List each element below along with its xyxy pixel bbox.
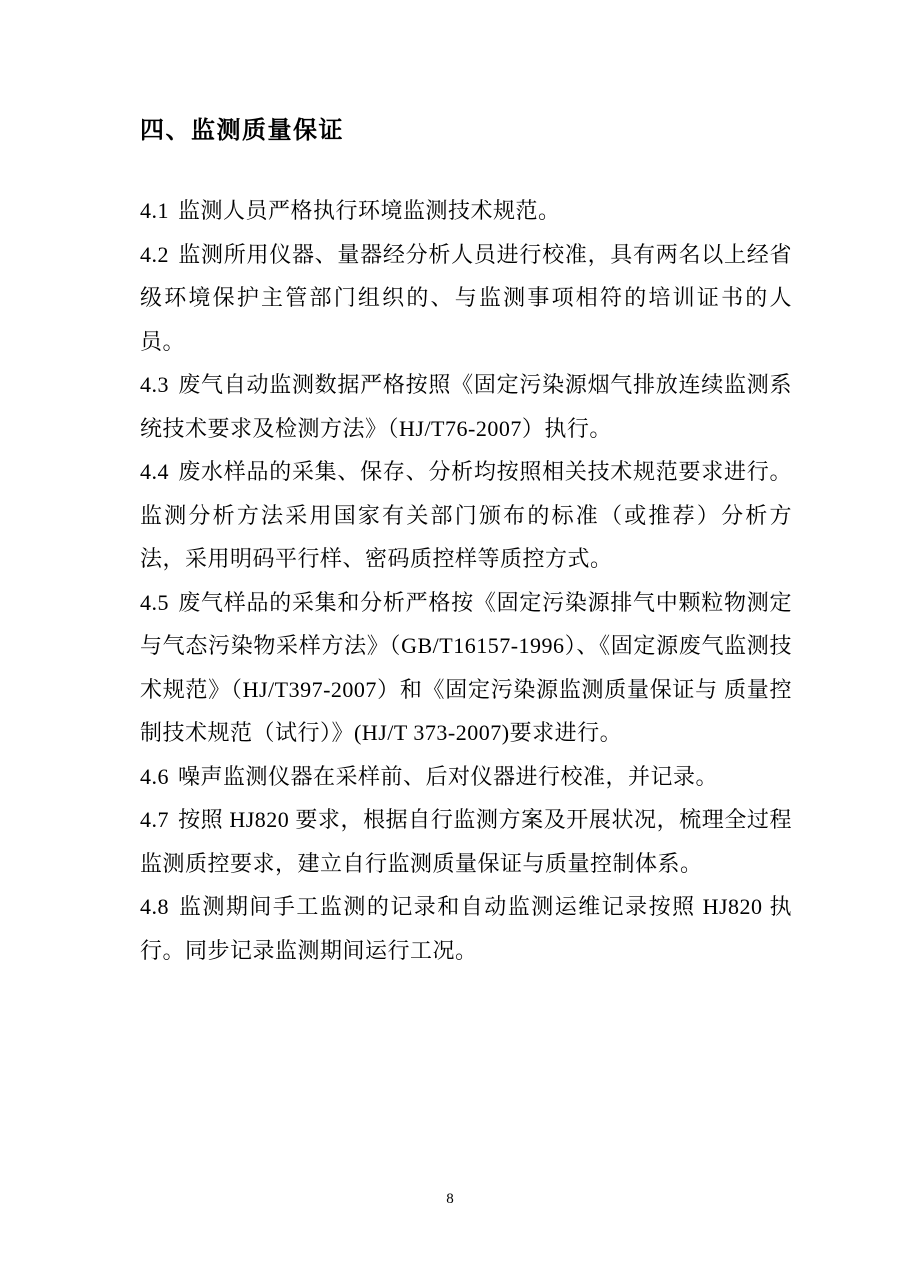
paragraph-text: 废水样品的采集、保存、分析均按照相关技术规范要求进行。监测分析方法采用国家有关部门颁布的标准（或推荐）分析方法，采用明码平行样、密码质控样等质控方式。 — [140, 459, 792, 571]
paragraph-number: 4.3 — [140, 372, 169, 397]
paragraph-4-8 — [140, 885, 792, 972]
paragraph-number: 4.5 — [140, 589, 169, 615]
paragraph-4-7 — [140, 798, 792, 885]
paragraph-number: 4.1 — [140, 198, 169, 223]
paragraph-number: 4.8 — [140, 894, 169, 919]
paragraph-text: 监测所用仪器、量器经分析人员进行校准，具有两名以上经省级环境保护主管部门组织的、与监测事项相符的培训证书的人员。 — [140, 241, 792, 354]
paragraph-text: 按照 HJ820 要求，根据自行监测方案及开展状况，梳理全过程监测质控要求，建立自行监测质量保证与质量控制体系。 — [140, 807, 792, 876]
paragraph-text: 废气自动监测数据严格按照《固定污染源烟气排放连续监测系统技术要求及检测方法》（HJ/T76-2007）执行。 — [140, 372, 792, 441]
paragraph-4-1 — [140, 189, 792, 233]
paragraph-4-6 — [140, 755, 792, 799]
paragraph-text: 废气样品的采集和分析严格按《固定污染源排气中颗粒物测定与气态污染物采样方法》（GB/T16157-1996）、《固定源废气监测技术规范》（HJ/T397-2007）和《固定污染源监测质量保证与 质量控制技术规范（试行）》(HJ/T 373-2007)要求进行。 — [140, 589, 792, 745]
paragraph-list — [140, 189, 792, 972]
paragraph-text: 噪声监测仪器在采样前、后对仪器进行校准，并记录。 — [178, 763, 719, 789]
paragraph-4-2 — [140, 233, 792, 364]
page-number: 8 — [446, 1191, 454, 1207]
paragraph-4-3 — [140, 363, 792, 450]
paragraph-number: 4.7 — [140, 807, 169, 832]
paragraph-number: 4.6 — [140, 763, 169, 789]
paragraph-4-4 — [140, 450, 792, 581]
paragraph-number: 4.4 — [140, 459, 169, 484]
section-title: 四、监测质量保证 — [140, 118, 344, 144]
paragraph-4-5 — [140, 581, 792, 755]
paragraph-number: 4.2 — [140, 241, 169, 267]
paragraph-text: 监测人员严格执行环境监测技术规范。 — [178, 198, 561, 223]
paragraph-text: 监测期间手工监测的记录和自动监测运维记录按照 HJ820 执行。同步记录监测期间运行工况。 — [140, 894, 792, 963]
